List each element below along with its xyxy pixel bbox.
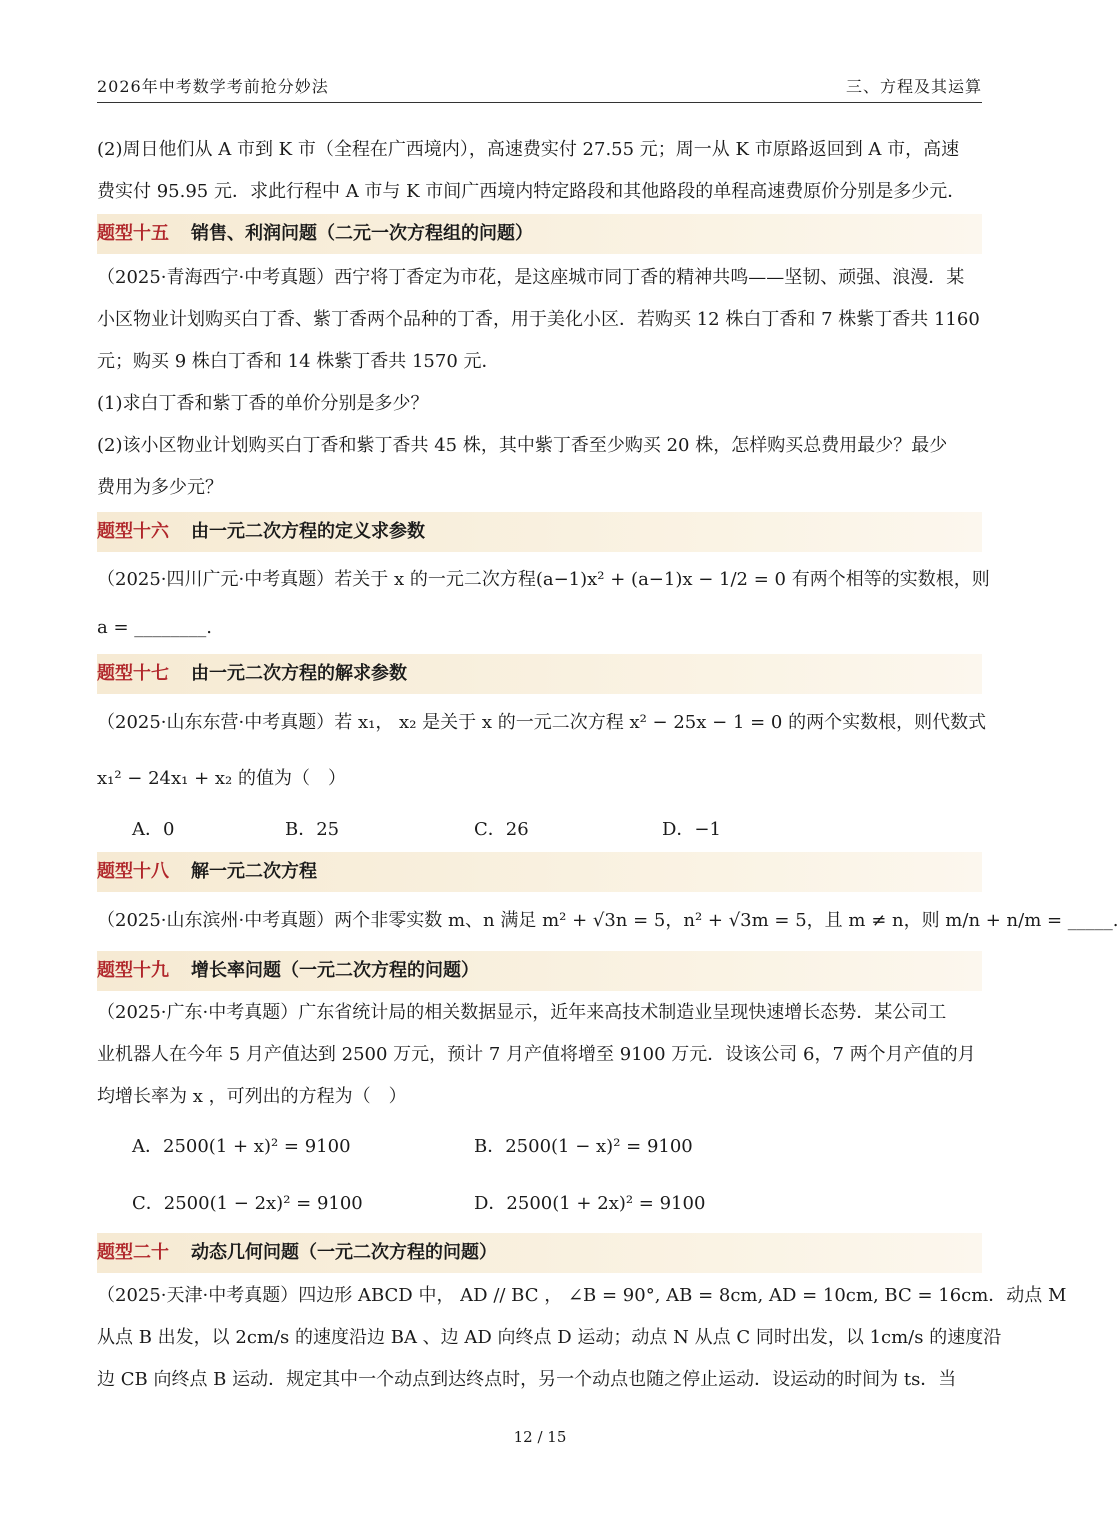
text-line: 边 CB 向终点 B 运动．规定其中一个动点到达终点时，另一个动点也随之停止运动．设运动的时间为 ts．当 — [97, 1369, 957, 1390]
text-line: 元；购买 9 株白丁香和 14 株紫丁香共 1570 元． — [97, 351, 500, 372]
text-line: 业机器人在今年 5 月产值达到 2500 万元，预计 7 月产值将增至 9100 万元．设该公司 6，7 两个月产值的月 — [97, 1044, 976, 1065]
problem-18 — [97, 909, 1119, 933]
header-chapter-title: 三、方程及其运算 — [845, 77, 982, 96]
option-a: A．2500(1 + x)² = 9100 — [132, 1136, 351, 1157]
text-line: (2)该小区物业计划购买白丁香和紫丁香共 45 株，其中紫丁香至少购买 20 株，怎样购买总费用最少？最少 — [97, 435, 948, 456]
problem-19 — [97, 1001, 982, 1109]
problem-15 — [97, 266, 982, 500]
intro-paragraph — [97, 138, 982, 204]
option-c: C．2500(1 − 2x)² = 9100 — [132, 1193, 363, 1214]
text-line: （2025·广东·中考真题）广东省统计局的相关数据显示，近年来高技术制造业呈现快速增长态势．某公司工 — [97, 1002, 947, 1023]
section-header-19 — [97, 951, 982, 991]
option-b: B．25 — [285, 819, 340, 840]
text-line: x₁² − 24x₁ + x₂ 的值为（ ） — [97, 768, 346, 789]
section-title: 解一元二次方程 — [191, 861, 317, 882]
text-line: (2)周日他们从 A 市到 K 市（全程在广西境内），高速费实付 27.55 元；周一从 K 市原路返回到 A 市，高速 — [97, 139, 960, 160]
text-line: 费实付 95.95 元．求此行程中 A 市与 K 市间广西境内特定路段和其他路段的单程高速费原价分别是多少元． — [97, 181, 966, 202]
problem-16 — [97, 568, 990, 640]
text-line: 均增长率为 x ，可列出的方程为（ ） — [97, 1086, 407, 1107]
section-header-20 — [97, 1233, 982, 1273]
text-line: （2025·山东滨州·中考真题）两个非零实数 m、n 满足 m² + √3n = 5，n² + √3m = 5，且 m ≠ n，则 m/n + n/m = _____. — [97, 910, 1119, 931]
section-title: 动态几何问题（一元二次方程的问题） — [191, 1242, 497, 1263]
section-header-15 — [97, 214, 982, 254]
section-header-18 — [97, 852, 982, 892]
text-line: a = ________. — [97, 617, 212, 638]
text-line: （2025·天津·中考真题）四边形 ABCD 中， AD // BC ， ∠B = 90°, AB = 8cm, AD = 10cm, BC = 16cm．动点 M — [97, 1285, 1067, 1306]
option-a: A．0 — [132, 819, 175, 840]
text-line: （2025·四川广元·中考真题）若关于 x 的一元二次方程(a−1)x² + (a−1)x − 1/2 = 0 有两个相等的实数根，则 — [97, 569, 990, 590]
option-d: D．−1 — [662, 819, 721, 840]
section-header-16 — [97, 512, 982, 552]
section-title: 由一元二次方程的定义求参数 — [191, 521, 425, 542]
text-line: 费用为多少元？ — [97, 477, 223, 498]
section-number: 题型十八 — [97, 861, 169, 882]
text-line: (1)求白丁香和紫丁香的单价分别是多少？ — [97, 393, 429, 414]
text-line: 从点 B 出发，以 2cm/s 的速度沿边 BA 、边 AD 向终点 D 运动；动点 N 从点 C 同时出发，以 1cm/s 的速度沿 — [97, 1327, 1002, 1348]
problem-17 — [97, 711, 987, 791]
text-line: （2025·山东东营·中考真题）若 x₁， x₂ 是关于 x 的一元二次方程 x² − 25x − 1 = 0 的两个实数根，则代数式 — [97, 712, 987, 733]
option-c: C．26 — [474, 819, 529, 840]
section-header-17 — [97, 654, 982, 694]
text-line: 小区物业计划购买白丁香、紫丁香两个品种的丁香，用于美化小区．若购买 12 株白丁香和 7 株紫丁香共 1160 — [97, 309, 980, 330]
page-header — [97, 74, 982, 103]
option-d: D．2500(1 + 2x)² = 9100 — [474, 1193, 706, 1214]
section-title: 由一元二次方程的解求参数 — [191, 663, 407, 684]
page-number: 12 / 15 — [513, 1428, 567, 1446]
section-number: 题型十七 — [97, 663, 169, 684]
section-title: 增长率问题（一元二次方程的问题） — [191, 960, 479, 981]
section-number: 题型十五 — [97, 223, 169, 244]
section-title: 销售、利润问题（二元一次方程组的问题） — [191, 223, 533, 244]
option-b: B．2500(1 − x)² = 9100 — [474, 1136, 693, 1157]
text-line: （2025·青海西宁·中考真题）西宁将丁香定为市花，是这座城市同丁香的精神共鸣——坚韧、顽强、浪漫．某 — [97, 267, 965, 288]
section-number: 题型十六 — [97, 521, 169, 542]
section-number: 题型二十 — [97, 1242, 169, 1263]
section-number: 题型十九 — [97, 960, 169, 981]
problem-20 — [97, 1284, 1067, 1392]
header-doc-title: 2026年中考数学考前抢分妙法 — [97, 77, 329, 96]
